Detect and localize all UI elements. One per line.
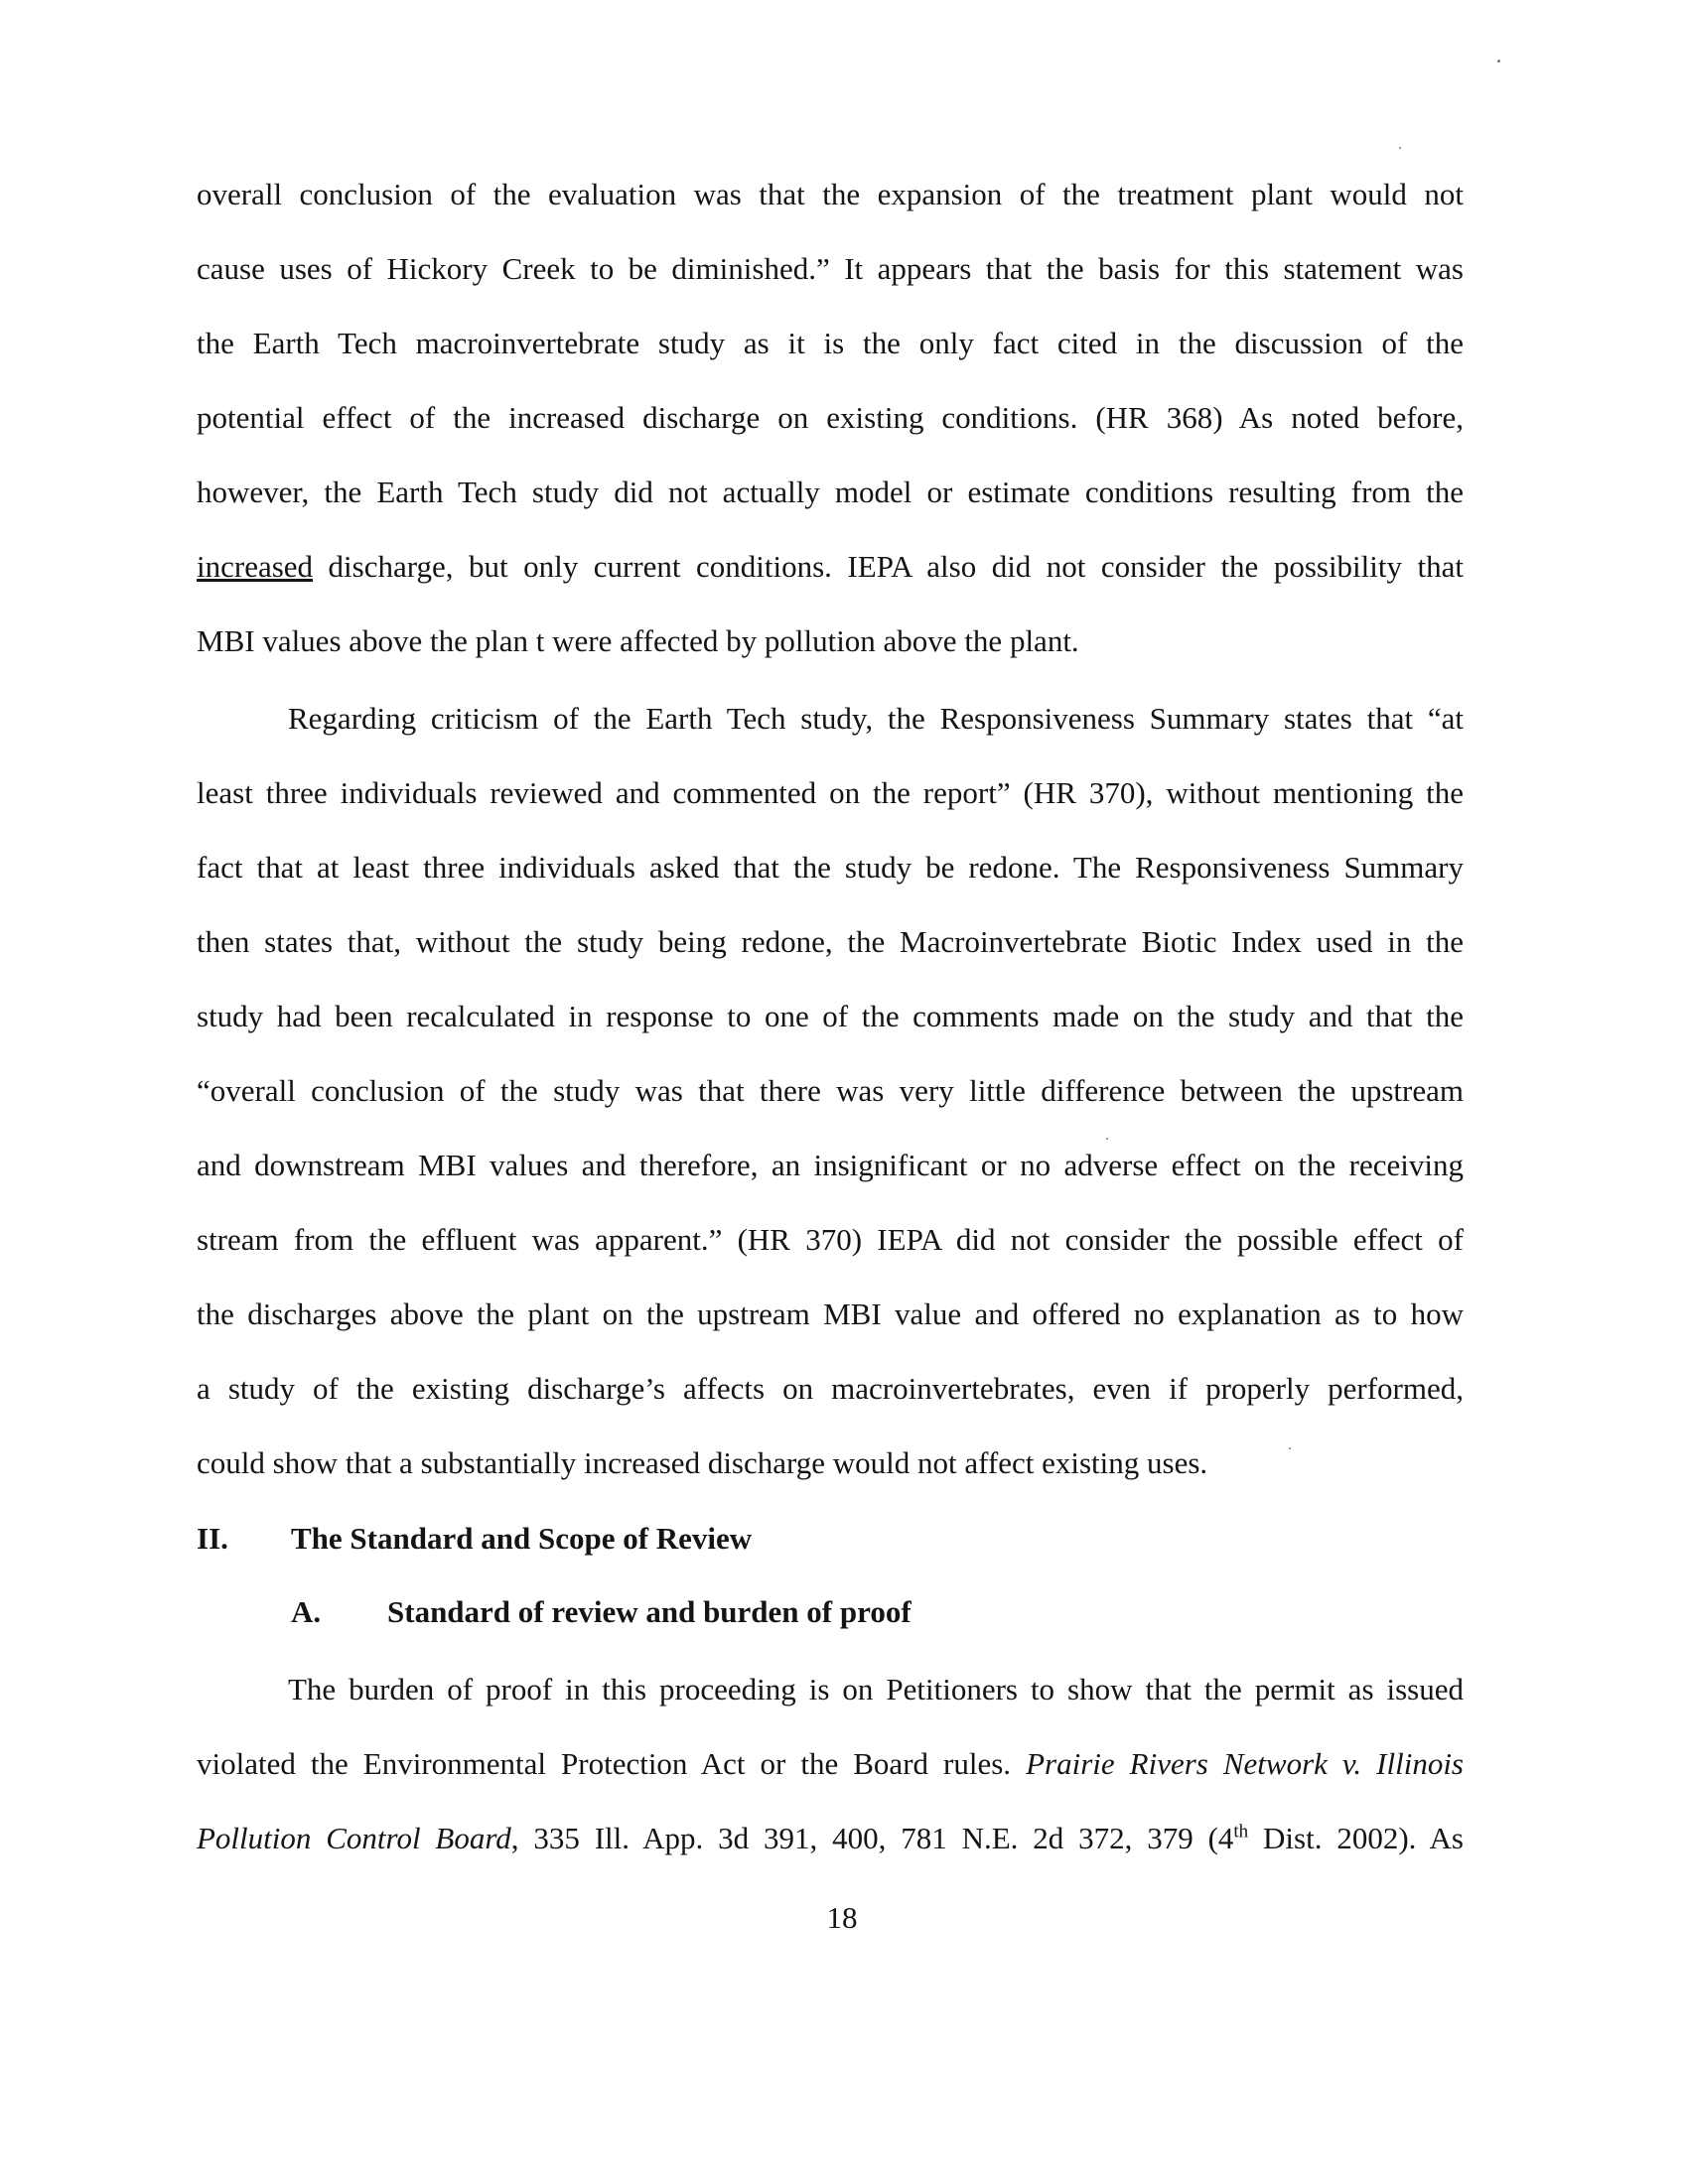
scan-speck — [1497, 60, 1500, 63]
case-citation: Pollution Control Board — [197, 1821, 511, 1855]
text-line — [197, 547, 1464, 587]
text-line: then states that, without the study being redone, the Macroinvertebrate Biotic Index used in the — [197, 924, 1464, 959]
text-line: however, the Earth Tech study did not actually model or estimate conditions resulting from the — [197, 475, 1464, 509]
text-line: Regarding criticism of the Earth Tech study, the Responsiveness Summary states that “at — [288, 701, 1464, 736]
text-span: Dist. 2002). As — [1248, 1821, 1464, 1855]
underlined-word: increased — [197, 549, 314, 584]
text-line: a study of the existing discharge’s affects on macroinvertebrates, even if properly performed, — [197, 1371, 1464, 1406]
text-line: and downstream MBI values and therefore, an insignificant or no adverse effect on the receiving — [197, 1148, 1464, 1182]
text-line: the Earth Tech macroinvertebrate study as it is the only fact cited in the discussion of the — [197, 326, 1464, 360]
section-number: II. — [197, 1521, 228, 1556]
text-line: potential effect of the increased discharge on existing conditions. (HR 368) As noted before, — [197, 400, 1464, 435]
subsection-title: Standard of review and burden of proof — [387, 1594, 912, 1629]
section-title: The Standard and Scope of Review — [291, 1521, 753, 1556]
text-span: discharge, but only current conditions. IEPA also did not consider the possibility that — [313, 549, 1464, 584]
text-line: could show that a substantially increased discharge would not affect existing uses. — [197, 1445, 1208, 1480]
ordinal-suffix: th — [1233, 1821, 1249, 1843]
subsection-letter: A. — [291, 1594, 322, 1629]
text-line: cause uses of Hickory Creek to be diminished.” It appears that the basis for this statement was — [197, 251, 1464, 286]
text-line: The burden of proof in this proceeding is on Petitioners to show that the permit as issued — [288, 1672, 1464, 1706]
text-span: violated the Environmental Protection Act or the Board rules. — [197, 1746, 1027, 1781]
page-number: 18 — [826, 1900, 858, 1935]
text-line: MBI values above the plan t were affected by pollution above the plant. — [197, 623, 1079, 658]
scan-speck — [1399, 147, 1401, 149]
case-citation: Prairie Rivers Network v. Illinois — [1026, 1746, 1464, 1781]
scan-speck — [1289, 1447, 1291, 1449]
scan-speck — [1106, 1138, 1108, 1140]
text-line: overall conclusion of the evaluation was that the expansion of the treatment plant would not — [197, 177, 1464, 211]
text-line — [197, 1819, 1464, 1858]
text-line: stream from the effluent was apparent.” (HR 370) IEPA did not consider the possible effect of — [197, 1222, 1464, 1257]
text-line: “overall conclusion of the study was that there was very little difference between the upstream — [197, 1073, 1464, 1108]
text-line: fact that at least three individuals asked that the study be redone. The Responsiveness Summary — [197, 850, 1464, 885]
text-line: study had been recalculated in response to one of the comments made on the study and that the — [197, 999, 1464, 1033]
text-line: the discharges above the plant on the upstream MBI value and offered no explanation as to how — [197, 1297, 1464, 1331]
text-line: least three individuals reviewed and commented on the report” (HR 370), without mentioning the — [197, 775, 1464, 810]
text-line — [197, 1744, 1464, 1784]
text-span: , 335 Ill. App. 3d 391, 400, 781 N.E. 2d 372, 379 (4 — [510, 1821, 1234, 1855]
